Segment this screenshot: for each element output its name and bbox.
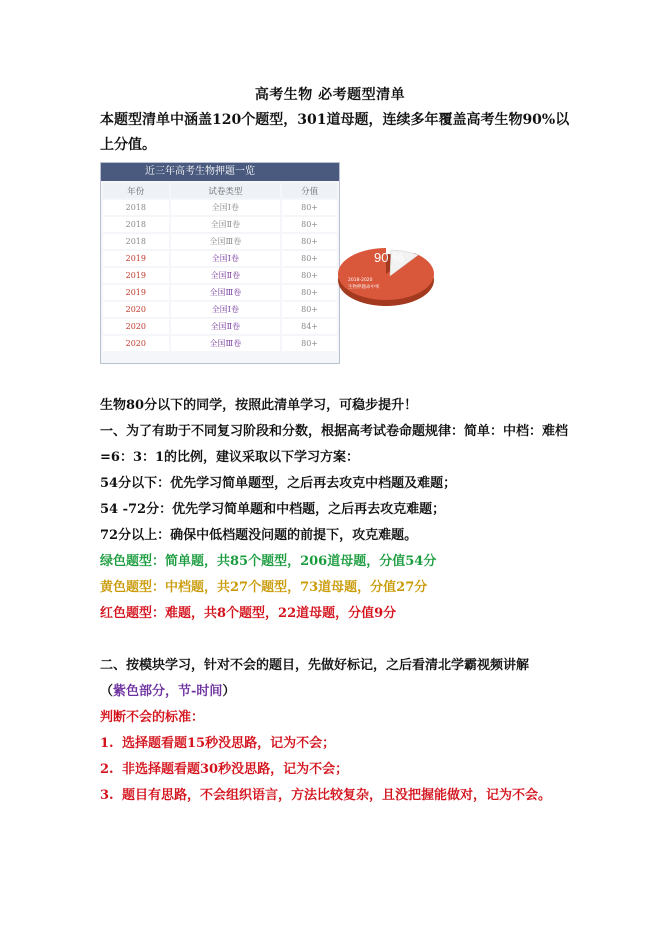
cell-paper: 全国Ⅰ卷 (171, 200, 281, 215)
cell-year: 2020 (103, 319, 169, 334)
cell-score: 80+ (282, 285, 337, 300)
cell-score: 80+ (282, 251, 337, 266)
table-row (103, 251, 337, 266)
page-title: 高考生物 必考题型清单 (254, 87, 406, 103)
yellow-question-type: 黄色题型：中档题，共27个题型，73道母题，分值27分 (100, 580, 428, 595)
purple-note: 紫色部分，节-时间 (113, 684, 223, 699)
section2-paren-note (100, 679, 580, 705)
cell-year: 2019 (103, 285, 169, 300)
section1-line1: 生物80分以下的同学，按照此清单学习，可稳步提升！ (100, 398, 418, 413)
pie-caption-years: 2018-2020 (348, 278, 373, 283)
cell-year: 2019 (103, 251, 169, 266)
paren-close: ） (222, 684, 236, 699)
cell-score: 80+ (282, 268, 337, 283)
table-row (103, 200, 337, 215)
list-item (100, 783, 560, 809)
section1-line2: 一、为了有助于不同复习阶段和分数，根据高考试卷命题规律：简单：中档：难档 =6：3：1的比例，建议采取以下学习方案： (100, 424, 569, 465)
cell-paper: 全国Ⅲ卷 (171, 234, 281, 249)
section1-line4: 54 -72分：优先学习简单题和中档题，之后再去攻克难题； (100, 502, 446, 517)
table-row (103, 336, 337, 351)
cell-score: 80+ (282, 200, 337, 215)
cell-paper: 全国Ⅱ卷 (171, 319, 281, 334)
cell-year: 2018 (103, 234, 169, 249)
cell-score: 80+ (282, 302, 337, 317)
cell-year: 2020 (103, 336, 169, 351)
cell-score: 80+ (282, 336, 337, 351)
cell-year: 2018 (103, 217, 169, 232)
cell-paper: 全国Ⅲ卷 (171, 285, 281, 300)
criteria-title: 判断不会的标准： (100, 710, 205, 725)
pie-caption-rate: 生物押题命中率 (348, 285, 380, 290)
table-row (103, 285, 337, 300)
cell-year: 2018 (103, 200, 169, 215)
pie-percent-label: 90 % (374, 250, 404, 265)
hit-rate-pie-chart (336, 236, 442, 310)
table-caption: 近三年高考生物押题一览 (101, 163, 339, 181)
exam-table-grid (101, 181, 339, 353)
list-number: 1. (100, 736, 114, 751)
criteria-list (100, 731, 560, 809)
cell-paper: 全国Ⅰ卷 (171, 302, 281, 317)
header-score: 分值 (282, 183, 337, 198)
section1-line5: 72分以上：确保中低档题没问题的前提下，攻克难题。 (100, 528, 418, 543)
cell-paper: 全国Ⅲ卷 (171, 336, 281, 351)
list-text: 题目有思路，不会组织语言，方法比较复杂，且没把握能做对，记为不会。 (122, 788, 552, 803)
paren-open: （ (100, 684, 114, 699)
red-question-type: 红色题型：难题，共8个题型，22道母题，分值9分 (100, 606, 397, 621)
cell-paper: 全国Ⅰ卷 (171, 251, 281, 266)
cell-score: 80+ (282, 234, 337, 249)
intro-paragraph: 本题型清单中涵盖120个题型，301道母题，连续多年覆盖高考生物90%以上分值。 (100, 112, 570, 153)
list-item (100, 757, 560, 783)
table-row (103, 217, 337, 232)
cell-paper: 全国Ⅱ卷 (171, 217, 281, 232)
table-row (103, 268, 337, 283)
cell-year: 2020 (103, 302, 169, 317)
table-row (103, 319, 337, 334)
green-question-type: 绿色题型：简单题，共85个题型，206道母题，分值54分 (100, 554, 437, 569)
header-paper: 试卷类型 (171, 183, 281, 198)
list-text: 选择题看题15秒没思路，记为不会； (122, 736, 336, 751)
section1-line3: 54分以下：优先学习简单题型，之后再去攻克中档题及难题； (100, 476, 457, 491)
table-row (103, 302, 337, 317)
list-number: 2. (100, 762, 114, 777)
header-year: 年份 (103, 183, 169, 198)
cell-score: 84+ (282, 319, 337, 334)
cell-paper: 全国Ⅱ卷 (171, 268, 281, 283)
list-text: 非选择题看题30秒没思路，记为不会； (122, 762, 349, 777)
list-item (100, 731, 560, 757)
exam-table (100, 162, 340, 364)
table-row (103, 234, 337, 249)
section2-line1: 二、按模块学习，针对不会的题目，先做好标记，之后看清北学霸视频讲解 (100, 658, 530, 673)
cell-year: 2019 (103, 268, 169, 283)
list-number: 3. (100, 788, 114, 803)
cell-score: 80+ (282, 217, 337, 232)
